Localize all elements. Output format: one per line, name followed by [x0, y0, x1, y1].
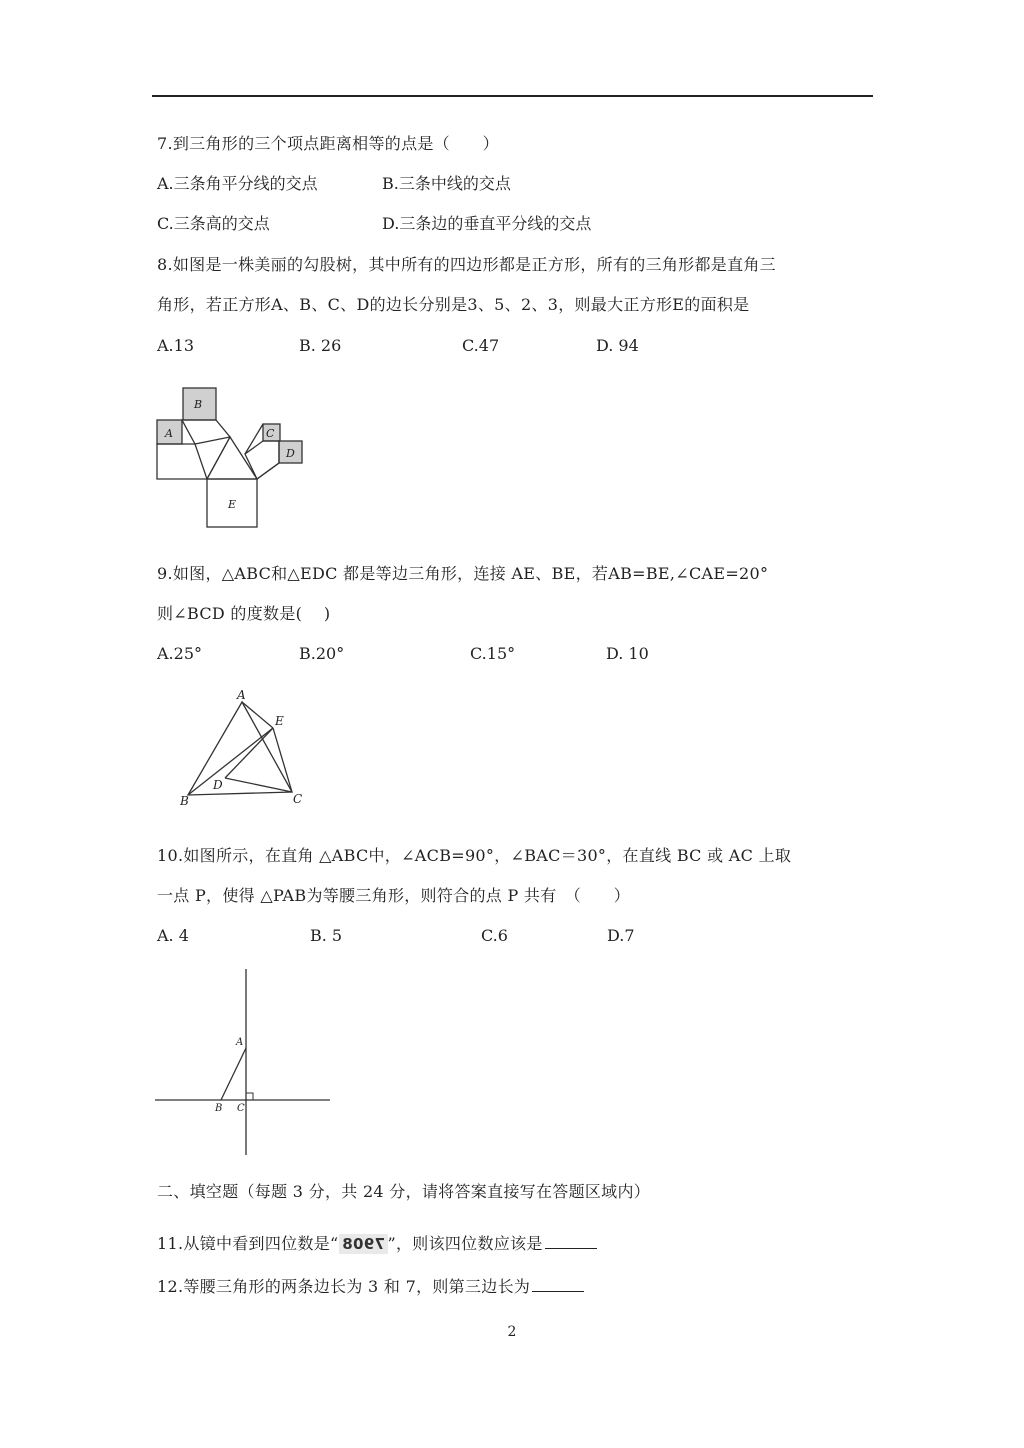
q9-label-e: E [275, 714, 284, 728]
q12-stem: 12.等腰三角形的两条边长为 3 和 7，则第三边长为 [157, 1277, 531, 1296]
q9-segment-ed [225, 728, 273, 778]
q8-option-d: D. 94 [596, 336, 639, 355]
q9-label-d: D [213, 778, 223, 792]
q9-label-c: C [293, 792, 303, 806]
q11-text [157, 1234, 597, 1254]
q8-label-e: E [228, 498, 237, 511]
q7-option-a: A.三条角平分线的交点 [157, 174, 318, 193]
q8-left-mid-quad [157, 444, 207, 479]
q7-option-d: D.三条边的垂直平分线的交点 [382, 214, 592, 233]
q8-option-c: C.47 [462, 336, 500, 355]
q8-edge [257, 463, 279, 479]
q9-stem-line2: 则∠BCD 的度数是( ) [157, 604, 331, 623]
q10-option-c: C.6 [481, 926, 508, 945]
q9-segment-ec [273, 728, 292, 792]
q10-stem-line2: 一点 P，使得 △PAB为等腰三角形，则符合的点 P 共有 （ ） [157, 886, 630, 905]
section2-heading: 二、填空题（每题 3 分，共 24 分，请将答案直接写在答题区域内） [157, 1182, 651, 1201]
q8-edge [207, 437, 230, 479]
q10-label-a: A [236, 1037, 244, 1048]
q8-label-a: A [165, 427, 173, 440]
q8-stem-line1: 8.如图是一株美丽的勾股树，其中所有的四边形都是正方形，所有的三角形都是直角三 [157, 255, 776, 274]
q10-right-angle-mark [246, 1093, 253, 1100]
q9-option-a: A.25° [157, 644, 202, 663]
q9-option-b: B.20° [299, 644, 345, 663]
q8-option-a: A.13 [157, 336, 194, 355]
header-rule [152, 95, 873, 97]
q12-text [157, 1277, 584, 1297]
q8-pythagoras-tree-figure [150, 380, 310, 535]
q10-stem-line1: 10.如图所示，在直角 △ABC中，∠ACB=90°，∠BAC＝30°，在直线 BC 或 AC 上取 [157, 846, 792, 865]
q10-segment-ab [221, 1048, 246, 1100]
q11-mirror-number: 7908 [339, 1234, 388, 1254]
q7-option-b: B.三条中线的交点 [382, 174, 511, 193]
q8-square-ab [182, 420, 230, 444]
q8-edge [245, 424, 263, 454]
q10-right-triangle-figure [150, 965, 335, 1160]
q8-label-c: C [266, 427, 275, 440]
q9-label-a: A [237, 688, 246, 702]
q8-label-b: B [194, 398, 203, 411]
page-number: 2 [507, 1324, 517, 1340]
q9-stem-line1: 9.如图，△ABC和△EDC 都是等边三角形，连接 AE、BE，若AB=BE,∠CAE=20° [157, 564, 769, 583]
q7-option-c: C.三条高的交点 [157, 214, 270, 233]
q11-suffix: ”，则该四位数应该是 [387, 1234, 543, 1253]
q9-label-b: B [180, 794, 189, 808]
q7-stem: 7.到三角形的三个项点距离相等的点是（ ） [157, 134, 499, 153]
q10-label-b: B [215, 1103, 223, 1114]
q11-prefix: 11.从镜中看到四位数是“ [157, 1234, 339, 1253]
q9-triangle-figure [175, 685, 315, 810]
q8-option-b: B. 26 [299, 336, 342, 355]
q10-label-c: C [237, 1103, 245, 1114]
q8-label-d: D [286, 447, 295, 460]
q10-option-b: B. 5 [310, 926, 343, 945]
q8-left-triangle [207, 437, 257, 479]
q8-stem-line2: 角形，若正方形A、B、C、D的边长分别是3、5、2、3，则最大正方形E的面积是 [157, 295, 750, 314]
q9-segment-ae [242, 702, 273, 728]
q10-option-d: D.7 [607, 926, 635, 945]
q9-option-c: C.15° [470, 644, 516, 663]
q12-answer-blank[interactable] [532, 1277, 584, 1292]
q9-option-d: D. 10 [606, 644, 649, 663]
q9-segment-dc [225, 778, 292, 792]
q10-option-a: A. 4 [157, 926, 189, 945]
q11-answer-blank[interactable] [545, 1234, 597, 1249]
